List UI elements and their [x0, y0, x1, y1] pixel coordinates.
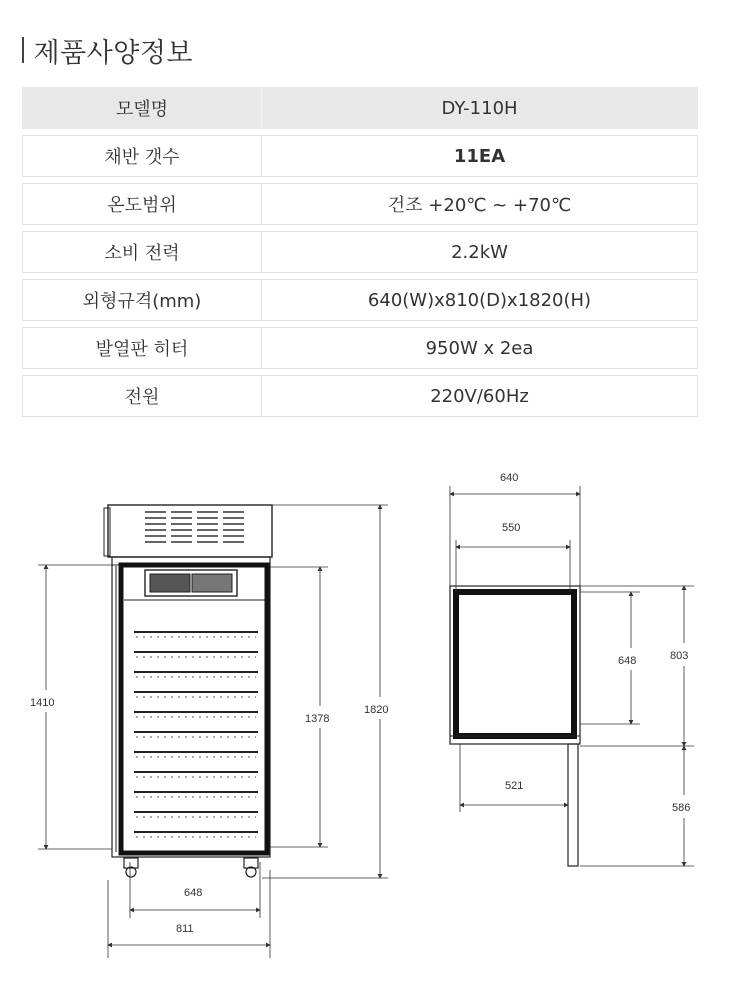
heading-bar: [22, 37, 24, 63]
dim-front-width-total: 811: [176, 923, 194, 935]
spec-value: 2.2kW: [451, 241, 508, 263]
dim-side-width-total: 640: [500, 472, 519, 484]
spec-value: DY-110H: [441, 97, 518, 119]
dim-side-depth-inner: 648: [618, 655, 637, 667]
dim-side-width-bottom: 521: [505, 780, 524, 792]
dim-front-height-inner: 1378: [305, 713, 330, 725]
spec-row-heater: [22, 327, 698, 369]
spec-label: 외형규격(mm): [23, 280, 262, 320]
spec-row-dimensions: [22, 279, 698, 321]
spec-value: 950W x 2ea: [425, 337, 534, 359]
spec-value: 11EA: [453, 145, 506, 167]
spec-value: 건조 +20℃ ~ +70℃: [387, 195, 572, 216]
spec-label: 모델명: [23, 88, 262, 128]
spec-label: 전원: [23, 376, 262, 416]
spec-table: [22, 87, 698, 423]
dim-side-width-inner: 550: [502, 522, 521, 534]
section-title: 제품사양정보: [33, 37, 193, 69]
spec-row-power-supply: [22, 375, 698, 417]
dim-front-height-left: 1410: [30, 697, 55, 709]
section-heading: [22, 32, 193, 68]
side-view: [450, 586, 580, 866]
dim-front-width-inner: 648: [184, 887, 203, 899]
front-view: [104, 505, 272, 877]
spec-label: 발열판 히터: [23, 328, 262, 368]
spec-label: 온도범위: [23, 184, 262, 224]
spec-value: 640(W)x810(D)x1820(H): [367, 289, 592, 311]
spec-label: 소비 전력: [23, 232, 262, 272]
casters: [124, 858, 258, 877]
spec-row-temperature: [22, 183, 698, 225]
dim-side-depth-total: 803: [670, 650, 689, 662]
dim-front-height-total: 1820: [364, 704, 389, 716]
dim-side-leg-height: 586: [672, 802, 691, 814]
spec-row-power: [22, 231, 698, 273]
spec-row-model: [22, 87, 698, 129]
spec-value: 220V/60Hz: [430, 385, 529, 407]
spec-label: 채반 갯수: [23, 136, 262, 176]
dimension-drawing: [0, 440, 730, 984]
spec-row-trays: [22, 135, 698, 177]
trays: [134, 632, 258, 832]
